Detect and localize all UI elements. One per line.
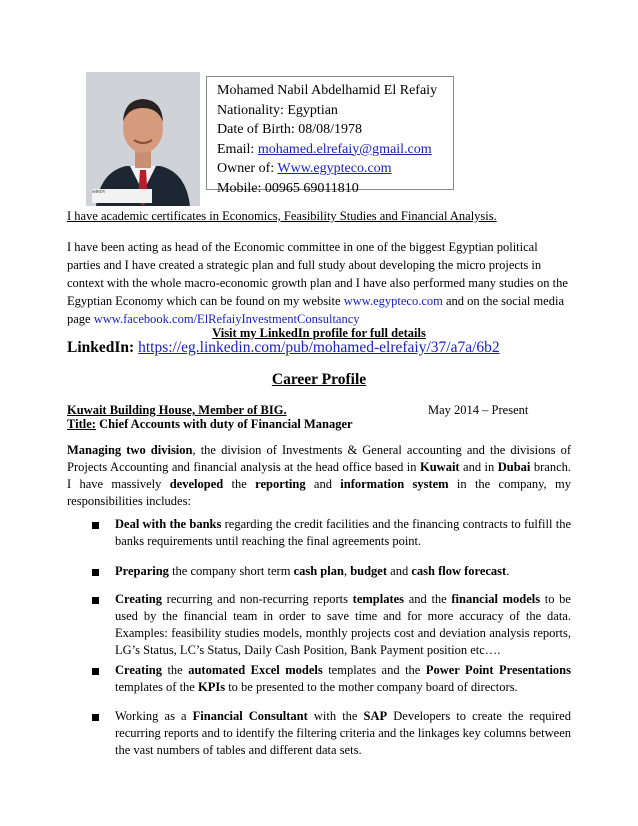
- rs-4: and in: [459, 460, 498, 474]
- owner-label: Owner of:: [217, 161, 278, 176]
- email-label: Email:: [217, 141, 258, 157]
- responsibility-text: .: [506, 564, 510, 578]
- responsibility-text: ,: [343, 564, 351, 578]
- responsibility-text: KPIs: [197, 680, 226, 694]
- responsibility-text: regarding the credit facilities and the financing contracts to fulfill the banks requirements until reaching the final agreements point.: [115, 517, 571, 548]
- responsibility-text: Power Point Presentations: [425, 663, 571, 677]
- responsibility-item: [115, 563, 571, 580]
- responsibility-text: Creating: [115, 663, 162, 677]
- email-line: [217, 140, 443, 160]
- responsibility-text: Developers to create the required recurring reports and to identify the filtering criteria and the linkages key columns between the vast numbers of tables and different data sets.: [115, 709, 571, 757]
- date-of-birth: Date of Birth: 08/08/1978: [217, 122, 363, 137]
- responsibility-text: templates of the: [115, 680, 198, 694]
- linkedin-label: LinkedIn:: [67, 339, 135, 356]
- photo-caption: SHBDY: [92, 189, 152, 203]
- job-title: [67, 415, 571, 433]
- responsibility-text: templates: [352, 592, 405, 606]
- intro-text-mid: and on the social media page: [67, 294, 565, 326]
- responsibility-item: [115, 516, 571, 550]
- responsibility-item: [115, 591, 571, 659]
- employment-dates: May 2014 – Present: [428, 403, 529, 417]
- responsibility-text: the company short term: [168, 564, 294, 578]
- company-name: Kuwait Building House, Member of BIG.: [67, 403, 287, 417]
- bullet-marker: [92, 597, 99, 604]
- rs-2: , the division of Investments & General accounting and the divisions of Projects Accounting and financial analysis at the head office based in: [67, 443, 571, 474]
- responsibility-text: cash plan: [293, 564, 344, 578]
- mobile: Mobile: 00965 69011810: [217, 180, 359, 196]
- linkedin-line: [67, 337, 571, 359]
- responsibility-text: to be presented to the mother company board of directors.: [225, 680, 518, 694]
- website-link[interactable]: www.egypteco.com: [343, 294, 443, 308]
- rs-6: branch. I have massively: [67, 460, 571, 491]
- responsibility-text: to be used by the financial team in order to save time and for more accuracy of the data. Examples: feasibility studies models, monthly projects cost and deviation analysis reports, LG’s Status, LC’s Status, Daily Cash Position, Bank Payment position etc….: [115, 592, 571, 657]
- career-heading: Career Profile: [271, 371, 367, 388]
- responsibility-text: and: [387, 564, 412, 578]
- responsibility-text: financial models: [451, 592, 541, 606]
- facebook-link[interactable]: www.facebook.com/ElRefaiyInvestmentConsultancy: [93, 312, 360, 326]
- email-link[interactable]: mohamed.elrefaiy@gmail.com: [257, 141, 432, 157]
- rs-11: information system: [340, 477, 449, 491]
- rs-9: reporting: [255, 477, 306, 491]
- responsibility-text: Deal with the banks: [115, 517, 222, 531]
- rs-5: Dubai: [497, 460, 531, 474]
- responsibility-item: [115, 708, 571, 759]
- responsibility-text: with the: [307, 709, 364, 723]
- rs-12: in the company, my responsibilities includes:: [67, 477, 571, 508]
- responsibility-text: Financial Consultant: [192, 709, 308, 723]
- responsibility-text: templates and the: [322, 663, 426, 677]
- nationality: Nationality: Egyptian: [217, 102, 338, 118]
- role-summary: [67, 442, 571, 510]
- responsibility-item: [115, 662, 571, 696]
- rs-8: the: [223, 477, 256, 491]
- rs-10: and: [305, 477, 341, 491]
- responsibility-text: Working as a: [115, 709, 193, 723]
- contact-info-box: [206, 76, 454, 196]
- title-value: Chief Accounts with duty of Financial Manager: [95, 417, 353, 431]
- rs-3: Kuwait: [420, 460, 460, 474]
- rs-1: Managing two division: [67, 443, 193, 457]
- bullet-marker: [92, 714, 99, 721]
- bullet-marker: [92, 668, 99, 675]
- owner-line: [217, 159, 443, 179]
- responsibility-text: Preparing: [115, 564, 169, 578]
- responsibility-text: budget: [350, 564, 388, 578]
- title-label: Title:: [67, 417, 96, 431]
- owner-link[interactable]: Www.egypteco.com: [277, 161, 392, 176]
- responsibility-text: automated Excel models: [188, 663, 323, 677]
- responsibility-text: Creating: [115, 592, 162, 606]
- full-name: Mohamed Nabil Abdelhamid El Refaiy: [217, 83, 438, 98]
- linkedin-link[interactable]: https://eg.linkedin.com/pub/mohamed-elrefaiy/37/a7a/6b2: [138, 339, 500, 356]
- linkedin-visit: Visit my LinkedIn profile for full details: [212, 326, 426, 340]
- intro-text: I have been acting as head of the Economic committee in one of the biggest Egyptian political parties and I have created a strategic plan and full study about developing the micro projects in context with the whole macro-economic growth plan and I have also performed many studies on the Egyptian Economy which can be found on my website: [67, 240, 568, 308]
- responsibility-text: SAP: [363, 709, 388, 723]
- responsibility-text: the: [162, 663, 189, 677]
- intro-paragraph: [67, 238, 571, 328]
- bullet-marker: [92, 522, 99, 529]
- portrait-image: [86, 72, 200, 206]
- responsibility-text: and the: [404, 592, 452, 606]
- responsibility-text: cash flow forecast: [411, 564, 507, 578]
- profile-photo: [86, 72, 200, 206]
- bullet-marker: [92, 569, 99, 576]
- responsibility-text: recurring and non-recurring reports: [162, 592, 353, 606]
- certificates-line: I have academic certificates in Economics, Feasibility Studies and Financial Analysis.: [67, 209, 497, 223]
- rs-7: developed: [169, 477, 224, 491]
